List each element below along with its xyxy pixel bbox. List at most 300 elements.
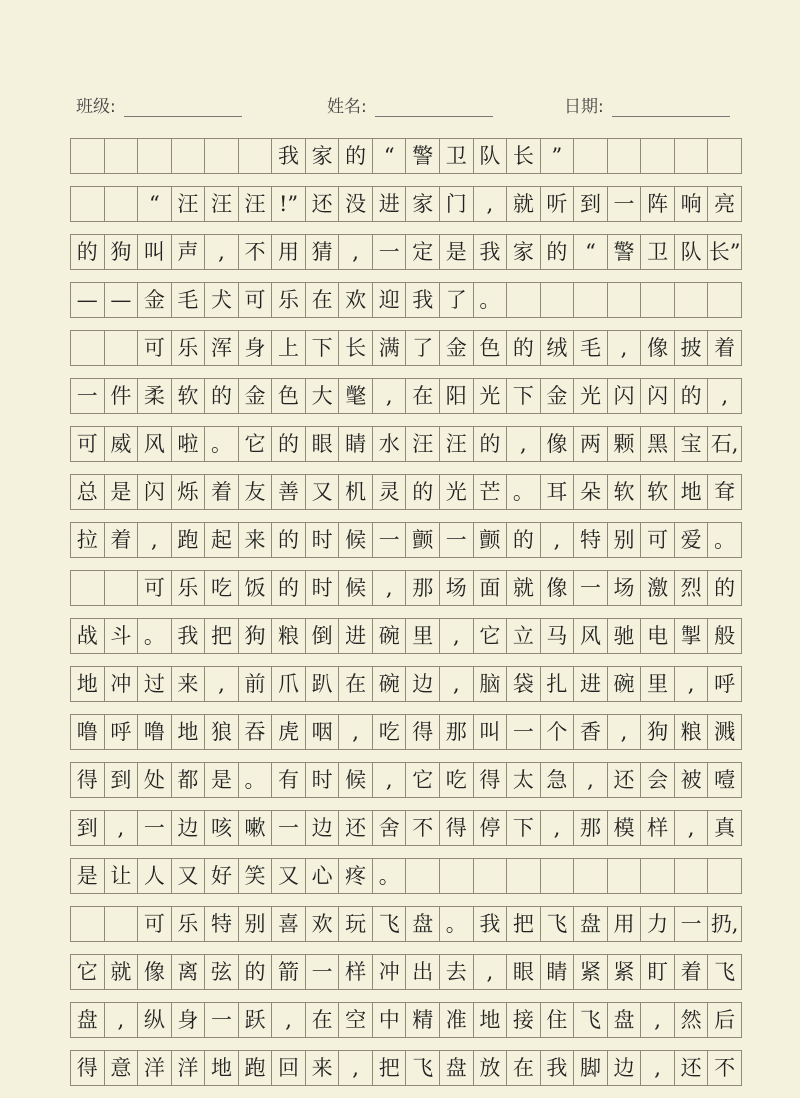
- grid-cell: 回: [272, 1051, 306, 1085]
- grid-cell: 身: [172, 1003, 206, 1037]
- grid-cell: 机: [339, 475, 373, 509]
- grid-cell: 脚: [574, 1051, 608, 1085]
- grid-cell: 边: [172, 811, 206, 845]
- grid-row: [70, 1050, 742, 1086]
- grid-cell: 让: [105, 859, 139, 893]
- grid-cell: [708, 859, 742, 893]
- grid-cell: 了: [406, 331, 440, 365]
- grid-cell: 是: [105, 475, 139, 509]
- grid-cell: 进: [339, 619, 373, 653]
- grid-cell: 真: [708, 811, 742, 845]
- grid-cell: 用: [608, 907, 642, 941]
- grid-cell: 又: [172, 859, 206, 893]
- grid-cell: ,: [272, 1003, 306, 1037]
- grid-cell: 长: [339, 331, 373, 365]
- grid-cell: 放: [474, 1051, 508, 1085]
- grid-cell: ,: [138, 523, 172, 557]
- grid-cell: 那: [574, 811, 608, 845]
- grid-cell: 斗: [105, 619, 139, 653]
- grid-cell: 迎: [373, 283, 407, 317]
- grid-cell: 到: [574, 187, 608, 221]
- grid-cell: 趴: [306, 667, 340, 701]
- grid-cell: 紧: [574, 955, 608, 989]
- grid-cell: 颤: [474, 523, 508, 557]
- grid-cell: 又: [272, 859, 306, 893]
- grid-cell: 候: [339, 523, 373, 557]
- grid-cell: 碗: [373, 619, 407, 653]
- grid-cell: [574, 139, 608, 173]
- grid-cell: ,: [474, 187, 508, 221]
- grid-cell: 呼: [105, 715, 139, 749]
- grid-cell: 盘: [440, 1051, 474, 1085]
- grid-cell: 卫: [440, 139, 474, 173]
- grid-cell: ,: [675, 667, 709, 701]
- grid-cell: 特: [574, 523, 608, 557]
- grid-cell: 下: [507, 811, 541, 845]
- grid-cell: 袋: [507, 667, 541, 701]
- grid-cell: 它: [71, 955, 105, 989]
- grid-cell: [71, 331, 105, 365]
- grid-cell: ,: [373, 571, 407, 605]
- grid-cell: 汪: [406, 427, 440, 461]
- grid-cell: 扔,: [708, 907, 742, 941]
- grid-cell: 吞: [239, 715, 273, 749]
- grid-cell: 纵: [138, 1003, 172, 1037]
- grid-cell: 一: [507, 715, 541, 749]
- grid-cell: 在: [339, 667, 373, 701]
- grid-cell: 噜: [71, 715, 105, 749]
- grid-cell: 一: [608, 187, 642, 221]
- grid-cell: [474, 859, 508, 893]
- grid-cell: 地: [205, 1051, 239, 1085]
- grid-cell: 被: [675, 763, 709, 797]
- grid-cell: ,: [105, 811, 139, 845]
- grid-cell: 水: [373, 427, 407, 461]
- grid-cell: 定: [406, 235, 440, 269]
- grid-cell: [71, 187, 105, 221]
- grid-row: [70, 234, 742, 270]
- grid-cell: 可: [138, 571, 172, 605]
- grid-cell: 激: [641, 571, 675, 605]
- grid-cell: 过: [138, 667, 172, 701]
- grid-cell: 到: [71, 811, 105, 845]
- grid-cell: 欢: [306, 907, 340, 941]
- grid-cell: 倒: [306, 619, 340, 653]
- grid-cell: 烈: [675, 571, 709, 605]
- grid-cell: 身: [239, 331, 273, 365]
- grid-cell: 善: [272, 475, 306, 509]
- grid-cell: 它: [239, 427, 273, 461]
- grid-row: [70, 474, 742, 510]
- grid-cell: 的: [239, 955, 273, 989]
- grid-cell: 长: [507, 139, 541, 173]
- grid-row: [70, 666, 742, 702]
- grid-cell: 咳: [205, 811, 239, 845]
- grid-cell: 心: [306, 859, 340, 893]
- grid-cell: ,: [641, 1003, 675, 1037]
- grid-cell: 时: [306, 571, 340, 605]
- grid-cell: 个: [541, 715, 575, 749]
- grid-cell: 汪: [440, 427, 474, 461]
- grid-cell: 啦: [172, 427, 206, 461]
- grid-cell: 一: [272, 811, 306, 845]
- grid-cell: [239, 139, 273, 173]
- grid-cell: 芒: [474, 475, 508, 509]
- grid-cell: [406, 859, 440, 893]
- grid-cell: 乐: [272, 283, 306, 317]
- grid-cell: 边: [306, 811, 340, 845]
- grid-cell: 的: [507, 331, 541, 365]
- grid-cell: 场: [440, 571, 474, 605]
- grid-cell: 粮: [675, 715, 709, 749]
- grid-cell: “: [574, 235, 608, 269]
- grid-cell: 着: [105, 523, 139, 557]
- grid-cell: 得: [406, 715, 440, 749]
- grid-cell: —: [71, 283, 105, 317]
- grid-cell: 盘: [608, 1003, 642, 1037]
- grid-cell: [105, 187, 139, 221]
- grid-cell: 狗: [239, 619, 273, 653]
- grid-cell: 饭: [239, 571, 273, 605]
- grid-cell: ,: [339, 715, 373, 749]
- grid-cell: [71, 907, 105, 941]
- grid-cell: 时: [306, 763, 340, 797]
- grid-cell: 它: [474, 619, 508, 653]
- grid-cell: 猜: [306, 235, 340, 269]
- grid-cell: 大: [306, 379, 340, 413]
- grid-cell: 特: [205, 907, 239, 941]
- grid-cell: ,: [708, 379, 742, 413]
- grid-cell: 乐: [172, 331, 206, 365]
- grid-cell: 里: [641, 667, 675, 701]
- grid-cell: 去: [440, 955, 474, 989]
- grid-cell: 金: [440, 331, 474, 365]
- grid-cell: 闪: [608, 379, 642, 413]
- grid-cell: 的: [205, 379, 239, 413]
- grid-cell: 飞: [406, 1051, 440, 1085]
- grid-cell: 意: [105, 1051, 139, 1085]
- grid-cell: 的: [675, 379, 709, 413]
- grid-cell: 的: [474, 427, 508, 461]
- grid-cell: [105, 571, 139, 605]
- grid-cell: 别: [239, 907, 273, 941]
- grid-cell: [641, 859, 675, 893]
- grid-cell: 边: [608, 1051, 642, 1085]
- grid-row: [70, 954, 742, 990]
- grid-cell: 碗: [608, 667, 642, 701]
- grid-cell: 立: [507, 619, 541, 653]
- grid-cell: 咽: [306, 715, 340, 749]
- grid-cell: 耳: [541, 475, 575, 509]
- grid-cell: 地: [675, 475, 709, 509]
- grid-cell: 地: [172, 715, 206, 749]
- grid-cell: 像: [541, 427, 575, 461]
- grid-cell: 边: [406, 667, 440, 701]
- grid-cell: 亮: [708, 187, 742, 221]
- grid-cell: 汪: [172, 187, 206, 221]
- grid-cell: 时: [306, 523, 340, 557]
- grid-cell: 一: [205, 1003, 239, 1037]
- grid-cell: 那: [440, 715, 474, 749]
- grid-cell: [138, 139, 172, 173]
- grid-cell: 的: [406, 475, 440, 509]
- grid-cell: [71, 571, 105, 605]
- grid-cell: 盘: [71, 1003, 105, 1037]
- grid-cell: 浑: [205, 331, 239, 365]
- grid-cell: 像: [138, 955, 172, 989]
- grid-cell: 威: [105, 427, 139, 461]
- grid-cell: ,: [507, 427, 541, 461]
- grid-cell: 。: [708, 523, 742, 557]
- grid-cell: 扎: [541, 667, 575, 701]
- grid-row: [70, 378, 742, 414]
- grid-cell: 爱: [675, 523, 709, 557]
- grid-row: [70, 186, 742, 222]
- grid-row: [70, 762, 742, 798]
- grid-cell: 得: [440, 811, 474, 845]
- grid-cell: 响: [675, 187, 709, 221]
- grid-cell: [641, 139, 675, 173]
- grid-cell: 乐: [172, 571, 206, 605]
- grid-cell: [675, 859, 709, 893]
- grid-cell: 就: [105, 955, 139, 989]
- grid-cell: 在: [507, 1051, 541, 1085]
- grid-cell: 来: [172, 667, 206, 701]
- grid-cell: 金: [239, 379, 273, 413]
- grid-cell: 盯: [641, 955, 675, 989]
- grid-cell: 嗽: [239, 811, 273, 845]
- grid-cell: 跑: [172, 523, 206, 557]
- grid-cell: 毛: [574, 331, 608, 365]
- grid-cell: 都: [172, 763, 206, 797]
- grid-cell: 别: [608, 523, 642, 557]
- grid-cell: 狼: [205, 715, 239, 749]
- grid-cell: 着: [675, 955, 709, 989]
- grid-cell: 的: [339, 139, 373, 173]
- grid-cell: [105, 331, 139, 365]
- grid-cell: ,: [641, 1051, 675, 1085]
- grid-cell: 色: [272, 379, 306, 413]
- grid-cell: [541, 283, 575, 317]
- grid-cell: 可: [71, 427, 105, 461]
- grid-cell: [574, 283, 608, 317]
- grid-cell: 毛: [172, 283, 206, 317]
- grid-cell: 飞: [708, 955, 742, 989]
- grid-cell: 会: [641, 763, 675, 797]
- grid-cell: 队: [474, 139, 508, 173]
- grid-cell: ,: [339, 235, 373, 269]
- grid-cell: 我: [474, 907, 508, 941]
- grid-cell: 模: [608, 811, 642, 845]
- grid-cell: 地: [474, 1003, 508, 1037]
- class-field: [76, 92, 242, 117]
- name-field: [327, 92, 493, 117]
- grid-cell: 。: [373, 859, 407, 893]
- name-label: 姓名:: [327, 97, 367, 117]
- grid-cell: 是: [205, 763, 239, 797]
- grid-cell: 香: [574, 715, 608, 749]
- date-blank[interactable]: [612, 98, 730, 117]
- grid-cell: 跑: [239, 1051, 273, 1085]
- grid-cell: 笑: [239, 859, 273, 893]
- grid-cell: 声: [172, 235, 206, 269]
- grid-cell: 进: [574, 667, 608, 701]
- grid-cell: 可: [138, 331, 172, 365]
- grid-cell: 光: [574, 379, 608, 413]
- grid-cell: 里: [406, 619, 440, 653]
- grid-cell: [574, 859, 608, 893]
- grid-cell: 狗: [105, 235, 139, 269]
- grid-cell: 前: [239, 667, 273, 701]
- grid-cell: 软: [172, 379, 206, 413]
- grid-cell: 眼: [306, 427, 340, 461]
- grid-cell: 光: [474, 379, 508, 413]
- class-label: 班级:: [76, 97, 116, 117]
- grid-cell: [105, 907, 139, 941]
- grid-cell: 叫: [138, 235, 172, 269]
- grid-cell: !”: [272, 187, 306, 221]
- grid-cell: 的: [272, 427, 306, 461]
- grid-cell: 洋: [138, 1051, 172, 1085]
- grid-cell: 住: [541, 1003, 575, 1037]
- grid-cell: 溅: [708, 715, 742, 749]
- grid-cell: 候: [339, 763, 373, 797]
- grid-cell: 颤: [406, 523, 440, 557]
- grid-cell: 睛: [541, 955, 575, 989]
- grid-cell: [608, 859, 642, 893]
- grid-cell: 。: [440, 907, 474, 941]
- grid-cell: 空: [339, 1003, 373, 1037]
- grid-cell: 欢: [339, 283, 373, 317]
- grid-cell: 氅: [339, 379, 373, 413]
- grid-cell: 警: [608, 235, 642, 269]
- grid-cell: [708, 283, 742, 317]
- grid-cell: ,: [541, 811, 575, 845]
- grid-cell: 风: [138, 427, 172, 461]
- grid-cell: ,: [608, 715, 642, 749]
- grid-cell: 还: [675, 1051, 709, 1085]
- grid-cell: 我: [272, 139, 306, 173]
- grid-cell: 得: [71, 763, 105, 797]
- grid-cell: 又: [306, 475, 340, 509]
- worksheet-header: [76, 92, 756, 122]
- class-blank[interactable]: [124, 98, 242, 117]
- grid-cell: 闪: [138, 475, 172, 509]
- grid-cell: 。: [205, 427, 239, 461]
- grid-cell: 一: [675, 907, 709, 941]
- grid-cell: [507, 859, 541, 893]
- grid-cell: 柔: [138, 379, 172, 413]
- grid-cell: 风: [574, 619, 608, 653]
- grid-cell: 起: [205, 523, 239, 557]
- grid-cell: 听: [541, 187, 575, 221]
- grid-cell: 的: [272, 571, 306, 605]
- grid-cell: 急: [541, 763, 575, 797]
- grid-cell: 出: [406, 955, 440, 989]
- grid-cell: 冲: [373, 955, 407, 989]
- grid-cell: 披: [675, 331, 709, 365]
- grid-cell: 弦: [205, 955, 239, 989]
- grid-cell: [507, 283, 541, 317]
- date-field: [564, 92, 730, 117]
- grid-cell: 吃: [440, 763, 474, 797]
- grid-cell: 飞: [574, 1003, 608, 1037]
- grid-row: [70, 282, 742, 318]
- grid-cell: 光: [440, 475, 474, 509]
- grid-cell: 犬: [205, 283, 239, 317]
- grid-cell: 就: [507, 187, 541, 221]
- grid-cell: 噎: [708, 763, 742, 797]
- grid-cell: 眼: [507, 955, 541, 989]
- grid-cell: —: [105, 283, 139, 317]
- grid-cell: 满: [373, 331, 407, 365]
- grid-cell: 候: [339, 571, 373, 605]
- grid-cell: 宝: [675, 427, 709, 461]
- grid-cell: [105, 139, 139, 173]
- grid-cell: 紧: [608, 955, 642, 989]
- grid-cell: 盘: [406, 907, 440, 941]
- grid-cell: 阵: [641, 187, 675, 221]
- grid-cell: 好: [205, 859, 239, 893]
- grid-row: [70, 1002, 742, 1038]
- grid-cell: 爪: [272, 667, 306, 701]
- grid-cell: 吃: [205, 571, 239, 605]
- grid-cell: 粮: [272, 619, 306, 653]
- grid-cell: 离: [172, 955, 206, 989]
- grid-cell: 件: [105, 379, 139, 413]
- grid-cell: 中: [373, 1003, 407, 1037]
- grid-cell: 可: [641, 523, 675, 557]
- grid-cell: 把: [507, 907, 541, 941]
- grid-cell: 软: [641, 475, 675, 509]
- grid-cell: 拉: [71, 523, 105, 557]
- grid-cell: ,: [541, 523, 575, 557]
- grid-cell: [708, 139, 742, 173]
- grid-cell: 吃: [373, 715, 407, 749]
- grid-cell: 着: [708, 331, 742, 365]
- grid-cell: 金: [541, 379, 575, 413]
- grid-cell: 还: [608, 763, 642, 797]
- grid-cell: 把: [373, 1051, 407, 1085]
- grid-cell: 。: [474, 283, 508, 317]
- grid-cell: 得: [474, 763, 508, 797]
- grid-cell: 的: [708, 571, 742, 605]
- grid-cell: 疼: [339, 859, 373, 893]
- grid-cell: 。: [239, 763, 273, 797]
- grid-cell: [608, 139, 642, 173]
- grid-row: [70, 426, 742, 462]
- grid-cell: 的: [541, 235, 575, 269]
- grid-cell: 色: [474, 331, 508, 365]
- grid-cell: 接: [507, 1003, 541, 1037]
- grid-cell: 人: [138, 859, 172, 893]
- grid-cell: 处: [138, 763, 172, 797]
- grid-cell: 可: [138, 907, 172, 941]
- grid-cell: 着: [205, 475, 239, 509]
- grid-cell: 力: [641, 907, 675, 941]
- grid-cell: 黑: [641, 427, 675, 461]
- grid-cell: 。: [507, 475, 541, 509]
- grid-cell: 不: [406, 811, 440, 845]
- grid-cell: 样: [641, 811, 675, 845]
- grid-cell: 我: [406, 283, 440, 317]
- grid-cell: 战: [71, 619, 105, 653]
- name-blank[interactable]: [375, 98, 493, 117]
- grid-cell: 两: [574, 427, 608, 461]
- grid-cell: 驰: [608, 619, 642, 653]
- grid-cell: 飞: [373, 907, 407, 941]
- grid-cell: 一: [306, 955, 340, 989]
